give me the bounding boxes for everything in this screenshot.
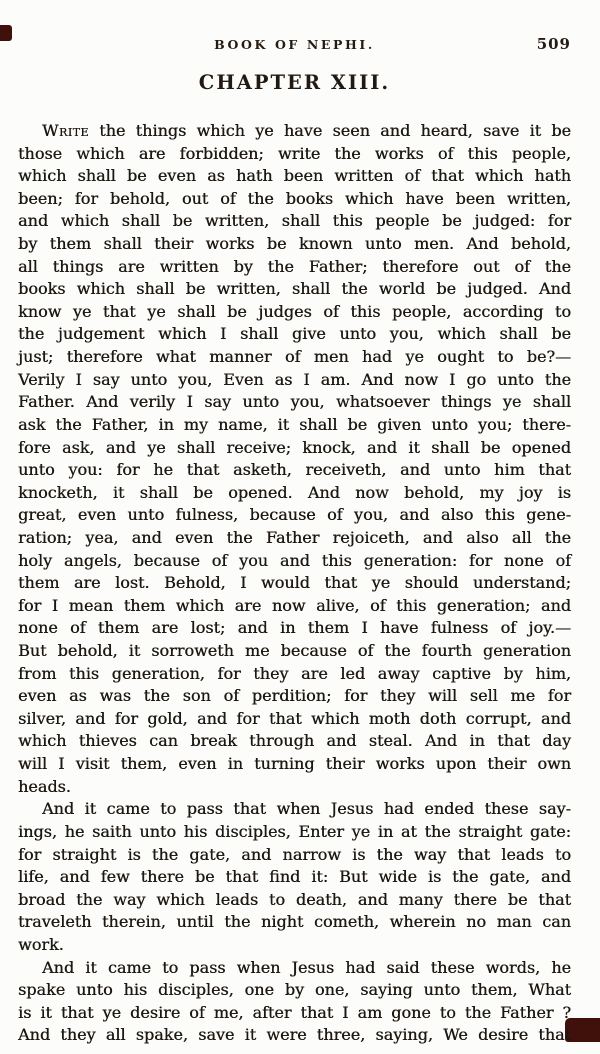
text-line: know ye that ye shall be judges of this people, according to — [18, 301, 571, 321]
small-caps-lead-word: Write — [42, 121, 89, 140]
running-head — [18, 37, 571, 52]
page-body — [18, 120, 571, 1047]
text-line: ask the Father, in my name, it shall be given unto you; there- — [18, 414, 571, 434]
text-line: just; therefore what manner of men had ye ought to be?— — [18, 347, 571, 367]
text-line: And it came to pass that when Jesus had ended these say- — [42, 799, 571, 819]
text-line: traveleth therein, until the night cometh, wherein no man can — [18, 912, 571, 932]
text-line: Verily I say unto you, Even as I am. And now I go unto the — [18, 369, 571, 389]
text-line: Father. And verily I say unto you, whatsoever things ye shall — [18, 392, 571, 412]
text-line: which shall be even as hath been written of that which hath — [18, 166, 571, 186]
text-line: silver, and for gold, and for that which moth doth corrupt, and — [18, 708, 571, 728]
text-line: which thieves can break through and steal. And in that day — [18, 731, 571, 751]
text-line: from this generation, for they are led away captive by him, — [18, 663, 571, 683]
text-line: and which shall be written, shall this people be judged: for — [18, 211, 571, 231]
chapter-heading: CHAPTER XIII. — [198, 71, 391, 94]
text-line: ings, he saith unto his disciples, Enter ye in at the straight gate: — [18, 821, 571, 841]
text-line: work. — [18, 934, 64, 954]
text-line: holy angels, because of you and this generation: for none of — [18, 550, 571, 570]
text-line: fore ask, and ye shall receive; knock, and it shall be opened — [18, 437, 571, 457]
page-number: 509 — [536, 35, 571, 53]
text-line: But behold, it sorroweth me because of the fourth generation — [18, 641, 571, 661]
text-line: will I visit them, even in turning their works upon their own — [18, 754, 571, 774]
text-line: even as was the son of perdition; for they will sell me for — [18, 686, 571, 706]
text-line: the judgement which I shall give unto you, which shall be — [18, 324, 571, 344]
text-line: for I mean them which are now alive, of this generation; and — [18, 595, 571, 615]
text-line: is it that ye desire of me, after that I am gone to the Father ? — [18, 1002, 571, 1022]
text-line: Write the things which ye have seen and heard, save it be — [42, 121, 571, 140]
text-line: great, even unto fulness, because of you, and also this gene- — [18, 505, 571, 525]
text-line: books which shall be written, shall the world be judged. And — [18, 279, 571, 299]
text-line: heads. — [18, 776, 71, 796]
text-line: for straight is the gate, and narrow is the way that leads to — [18, 844, 571, 864]
text-line: unto you: for he that asketh, receiveth, and unto him that — [18, 460, 571, 480]
text-line: spake unto his disciples, one by one, saying unto them, What — [18, 980, 571, 1000]
text-line: been; for behold, out of the books which have been written, — [18, 188, 571, 208]
text-line: life, and few there be that find it: But wide is the gate, and — [18, 867, 571, 887]
text-line: broad the way which leads to death, and many there be that — [18, 889, 571, 909]
text-line: none of them are lost; and in them I have fulness of joy.— — [18, 618, 571, 638]
scan-mark-top-left-icon — [0, 25, 12, 41]
text-line: those which are forbidden; write the works of this people, — [18, 143, 571, 163]
text-line: And it came to pass when Jesus had said these words, he — [42, 957, 571, 977]
text-line: by them shall their works be known unto men. And behold, — [18, 234, 571, 254]
text-line: ration; yea, and even the Father rejoiceth, and also all the — [18, 527, 571, 547]
running-head-title: BOOK OF NEPHI. — [214, 37, 375, 52]
text-line: them are lost. Behold, I would that ye should understand; — [18, 573, 571, 593]
text-line: knocketh, it shall be opened. And now behold, my joy is — [18, 482, 571, 502]
text-line: And they all spake, save it were three, saying, We desire that — [18, 1025, 571, 1045]
text-line: all things are written by the Father; therefore out of the — [18, 256, 571, 276]
